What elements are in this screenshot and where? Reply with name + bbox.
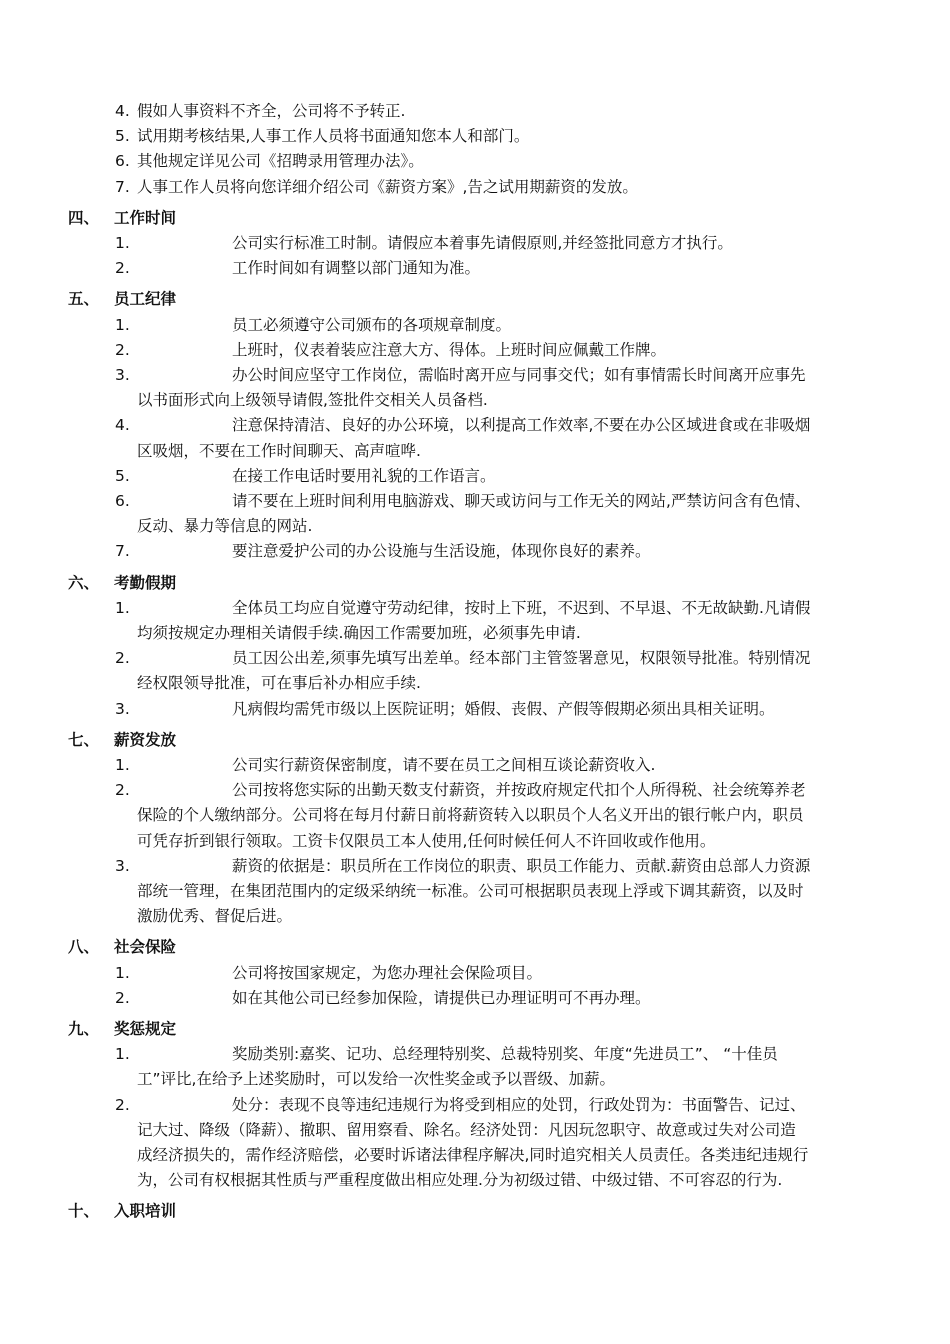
list-item-text: 部统一管理，在集团范围内的定级采纳统一标准。公司可根据职员表现上浮或下调其薪资，以及时 xyxy=(137,882,804,900)
list-item-text: 假如人事资料不齐全，公司将不予转正. xyxy=(137,102,406,120)
list-item-text: 工作时间如有调整以部门通知为准。 xyxy=(232,259,481,278)
section-heading xyxy=(68,207,176,229)
list-item-text: 激励优秀、督促后进。 xyxy=(137,907,293,926)
section-title: 社会保险 xyxy=(114,938,177,957)
list-item-number: 6. xyxy=(115,152,130,171)
list-item-text: 处分：表现不良等违纪违规行为将受到相应的处罚，行政处罚为：书面警告、记过、 xyxy=(232,1095,806,1114)
list-item-number: 5. xyxy=(115,466,130,485)
list-item-text: 注意保持清洁、良好的办公环境，以利提高工作效率,不要在办公区域进食或在非吸烟 xyxy=(232,416,811,435)
list-item-number: 4. xyxy=(115,102,130,120)
list-item-number: 5. xyxy=(115,127,130,146)
list-item-number: 1. xyxy=(115,1045,130,1064)
section-number: 九、 xyxy=(68,1020,100,1038)
list-item-text: 保险的个人缴纳部分。公司将在每月付薪日前将薪资转入以职员个人名义开出的银行帐户内，职员 xyxy=(137,806,804,825)
list-item-text: 公司实行薪资保密制度，请不要在员工之间相互谈论薪资收入. xyxy=(232,756,656,774)
list-item-number: 2. xyxy=(115,649,130,668)
list-item-text: 办公时间应坚守工作岗位，需临时离开应与同事交代；如有事情需长时间离开应事先 xyxy=(232,366,806,384)
list-item-text: 试用期考核结果,人事工作人员将书面通知您本人和部门。 xyxy=(137,127,530,146)
section-number: 十、 xyxy=(68,1202,100,1221)
list-item-text: 公司实行标准工时制。请假应本着事先请假原则,并经签批同意方才执行。 xyxy=(232,234,733,252)
list-item-text: 要注意爱护公司的办公设施与生活设施，体现你良好的素养。 xyxy=(232,542,651,561)
list-item-number: 2. xyxy=(115,781,130,800)
list-item-text: 为，公司有权根据其性质与严重程度做出相应处理.分为初级过错、中级过错、不可容忍的行为. xyxy=(137,1171,783,1190)
list-item-text: 奖励类别:嘉奖、记功、总经理特别奖、总裁特别奖、年度“先进员工”、 “十佳员 xyxy=(232,1045,778,1064)
list-item-number: 1. xyxy=(115,315,130,334)
list-item-number: 1. xyxy=(115,963,130,982)
section-number: 四、 xyxy=(68,208,100,227)
list-item-number: 2. xyxy=(115,988,130,1007)
section-number: 六、 xyxy=(68,573,100,592)
list-item-text: 以书面形式向上级领导请假,签批件交相关人员备档. xyxy=(137,391,488,410)
list-item-text: 上班时，仪表着装应注意大方、得体。上班时间应佩戴工作牌。 xyxy=(232,340,667,359)
list-item-text: 区吸烟，不要在工作时间聊天、高声喧哗. xyxy=(137,441,421,460)
section-title: 入职培训 xyxy=(114,1202,177,1221)
section-title: 薪资发放 xyxy=(114,730,177,749)
list-item-text: 记大过、降级（降薪）、撤职、留用察看、除名。经济处罚：凡因玩忽职守、故意或过失对公司造 xyxy=(137,1120,796,1139)
list-item-text: 反动、暴力等信息的网站. xyxy=(137,517,313,536)
section-title: 奖惩规定 xyxy=(114,1020,177,1038)
list-item-number: 7. xyxy=(115,542,130,561)
section-heading xyxy=(68,288,176,310)
list-item-number: 3. xyxy=(115,699,130,718)
list-item-text: 请不要在上班时间利用电脑游戏、聊天或访问与工作无关的网站,严禁访问含有色情、 xyxy=(232,492,811,510)
list-item-text: 其他规定详见公司《招聘录用管理办法》。 xyxy=(137,152,424,171)
list-item-text: 人事工作人员将向您详细介绍公司《薪资方案》,告之试用期薪资的发放。 xyxy=(137,177,638,196)
list-item-number: 2. xyxy=(115,259,130,278)
section-heading xyxy=(68,1018,176,1040)
section-title: 考勤假期 xyxy=(114,573,177,592)
section-number: 七、 xyxy=(68,730,100,749)
list-item-text: 凡病假均需凭市级以上医院证明；婚假、丧假、产假等假期必须出具相关证明。 xyxy=(232,699,775,718)
list-item-number: 3. xyxy=(115,856,130,875)
list-item-text: 经权限领导批准，可在事后补办相应手续. xyxy=(137,674,421,693)
list-item-text: 在接工作电话时要用礼貌的工作语言。 xyxy=(232,466,496,485)
list-item-number: 1. xyxy=(115,756,130,774)
list-item-text: 工”评比,在给予上述奖励时，可以发给一次性奖金或予以晋级、加薪。 xyxy=(137,1070,615,1089)
list-item-number: 7. xyxy=(115,177,130,196)
list-item-text: 公司按将您实际的出勤天数支付薪资，并按政府规定代扣个人所得税、社会统筹养老 xyxy=(232,781,806,800)
list-item-number: 1. xyxy=(115,598,130,617)
list-item-text: 成经济损失的，需作经济赔偿，必要时诉诸法律程序解决,同时追究相关人员责任。各类违纪违规行 xyxy=(137,1146,809,1164)
list-item-number: 1. xyxy=(115,234,130,252)
section-number: 八、 xyxy=(68,938,100,957)
section-heading xyxy=(68,729,176,751)
section-heading xyxy=(68,936,176,958)
list-item-number: 4. xyxy=(115,416,130,435)
list-item-number: 6. xyxy=(115,492,130,510)
list-item-number: 2. xyxy=(115,1095,130,1114)
list-item-text: 如在其他公司已经参加保险，请提供已办理证明可不再办理。 xyxy=(232,988,651,1007)
list-item-text: 公司将按国家规定，为您办理社会保险项目。 xyxy=(232,963,543,982)
section-number: 五、 xyxy=(68,290,100,309)
list-item-number: 2. xyxy=(115,340,130,359)
section-heading xyxy=(68,572,176,594)
list-item-number: 3. xyxy=(115,366,130,384)
section-title: 员工纪律 xyxy=(114,290,177,309)
list-item-text: 薪资的依据是：职员所在工作岗位的职责、职员工作能力、贡献.薪资由总部人力资源 xyxy=(232,856,811,875)
list-item-text: 员工必须遵守公司颁布的各项规章制度。 xyxy=(232,315,512,334)
section-heading xyxy=(68,1200,176,1222)
list-item-text: 均须按规定办理相关请假手续.确因工作需要加班，必须事先申请. xyxy=(137,624,581,642)
list-item-text: 全体员工均应自觉遵守劳动纪律，按时上下班，不迟到、不早退、不无故缺勤.凡请假 xyxy=(232,598,811,617)
list-item-text: 可凭存折到银行领取。工资卡仅限员工本人使用,任何时候任何人不许回收或作他用。 xyxy=(137,831,716,850)
section-title: 工作时间 xyxy=(114,208,177,227)
list-item-text: 员工因公出差,须事先填写出差单。经本部门主管签署意见，权限领导批准。特别情况 xyxy=(232,649,811,668)
